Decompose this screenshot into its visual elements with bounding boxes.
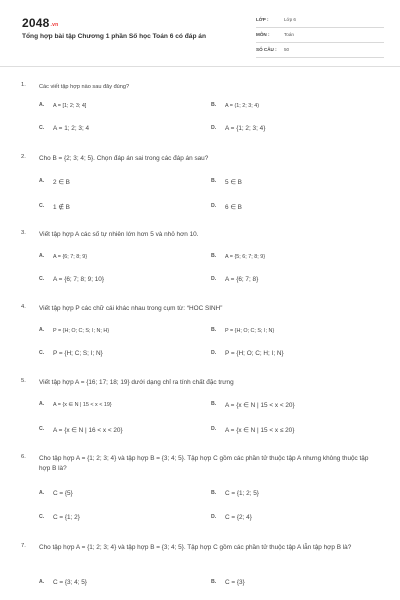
option-text: A = {6; 7; 8} [225, 276, 259, 283]
meta-subject [256, 29, 384, 43]
option-b[interactable] [211, 579, 381, 589]
option-a[interactable] [39, 102, 209, 112]
option-letter: A. [39, 178, 45, 184]
meta-grade-value: Lớp 6 [284, 17, 296, 22]
document-header [0, 0, 400, 68]
option-letter: A. [39, 253, 45, 259]
option-b[interactable] [211, 253, 381, 263]
site-logo[interactable]: 2048.vn [22, 16, 59, 30]
option-text: P = {H; C; S; I; N} [53, 350, 103, 357]
question-stem: Viết tập hợp P các chữ cái khác nhau trong cụm từ: “HOC SINH” [39, 305, 223, 312]
option-c[interactable] [39, 203, 209, 213]
option-text: A = {x ∈ N | 15 < x < 19} [53, 401, 112, 408]
question-stem: Cho tập hợp A = {1; 2; 3; 4} và tập hợp B = {3; 4; 5}. Tập hợp C gồm các phần tử thuộc tập A nhưng không thuộc tập hợp B là? [39, 455, 369, 472]
option-a[interactable] [39, 253, 209, 263]
option-b[interactable] [211, 327, 381, 337]
option-b[interactable] [211, 178, 381, 188]
meta-grade-label: LỚP : [256, 17, 269, 22]
meta-grade [256, 14, 384, 28]
option-letter: B. [211, 178, 217, 184]
option-text: A = {x ∈ N | 16 < x < 20} [53, 427, 123, 434]
option-a[interactable] [39, 401, 209, 411]
option-letter: B. [211, 253, 217, 259]
header-divider [0, 66, 400, 67]
option-a[interactable] [39, 490, 209, 500]
question-stem: Cho tập hợp A = {1; 2; 3; 4} và tập hợp B = {3; 4; 5}. Tập hợp C gồm các phần tử thuộc tập A lẫn tập hợp B là? [39, 544, 352, 551]
option-c[interactable] [39, 350, 209, 360]
option-letter: A. [39, 102, 45, 108]
option-letter: B. [211, 327, 217, 333]
option-text: A = [1; 2; 3; 4] [53, 102, 87, 109]
option-text: 5 ∈ B [225, 179, 242, 186]
question-number: 5. [21, 378, 26, 384]
option-letter: C. [39, 125, 45, 131]
question-number: 7. [21, 543, 26, 549]
option-text: A = {x ∈ N | 15 < x < 20} [225, 402, 295, 409]
option-c[interactable] [39, 514, 209, 524]
option-b[interactable] [211, 490, 381, 500]
question-number: 6. [21, 454, 26, 460]
option-letter: D. [211, 350, 217, 356]
option-b[interactable] [211, 102, 381, 112]
option-d[interactable] [211, 426, 381, 436]
option-text: C = {1; 2; 5} [225, 490, 259, 497]
option-text: A = {6; 7; 8; 9} [53, 253, 88, 260]
option-text: P = {H; O; C; H; I; N} [225, 350, 284, 357]
option-text: C = {3} [225, 579, 245, 586]
option-letter: C. [39, 350, 45, 356]
option-text: P = {H; O; C; S; I; N} [225, 327, 275, 334]
option-letter: D. [211, 514, 217, 520]
option-text: 2 ∈ B [53, 179, 70, 186]
option-b[interactable] [211, 401, 381, 411]
option-letter: A. [39, 327, 45, 333]
meta-question-count-value: 50 [284, 47, 290, 52]
option-letter: C. [39, 276, 45, 282]
option-d[interactable] [211, 276, 381, 286]
option-text: A = {1; 2; 3; 4} [225, 125, 266, 132]
option-a[interactable] [39, 579, 209, 589]
option-d[interactable] [211, 514, 381, 524]
option-text: A = {5; 6; 7; 8; 9} [225, 253, 266, 260]
meta-question-count-label: SỐ CÂU : [256, 47, 277, 52]
question-stem: Các viết tập hợp nào sau đây đúng? [39, 84, 130, 90]
meta-subject-label: MÔN : [256, 32, 270, 37]
option-text: C = {1; 2} [53, 514, 80, 521]
option-text: 1 ∉ B [53, 204, 70, 211]
option-text: 6 ∈ B [225, 204, 242, 211]
option-text: C = {3; 4; 5} [53, 579, 87, 586]
question-stem: Cho B = {2; 3; 4; 5}. Chọn đáp án sai trong các đáp án sau? [39, 155, 209, 162]
option-text: A = {x ∈ N | 15 < x ≤ 20} [225, 427, 295, 434]
option-d[interactable] [211, 350, 381, 360]
option-letter: B. [211, 401, 217, 407]
option-c[interactable] [39, 125, 209, 135]
option-text: A = {6; 7; 8; 9; 10} [53, 276, 104, 283]
option-letter: B. [211, 102, 217, 108]
option-letter: D. [211, 426, 217, 432]
option-c[interactable] [39, 426, 209, 436]
option-letter: C. [39, 514, 45, 520]
option-d[interactable] [211, 203, 381, 213]
question-number: 4. [21, 304, 26, 310]
meta-question-count [256, 44, 384, 58]
option-d[interactable] [211, 125, 381, 135]
option-letter: A. [39, 401, 45, 407]
question-number: 1. [21, 82, 26, 88]
option-text: A = (1; 2; 3; 4) [225, 102, 260, 109]
option-letter: A. [39, 579, 45, 585]
option-letter: B. [211, 579, 217, 585]
document-title: Tổng hợp bài tập Chương 1 phần Số học Toán 6 có đáp án [22, 33, 206, 40]
option-a[interactable] [39, 327, 209, 337]
option-a[interactable] [39, 178, 209, 188]
option-letter: A. [39, 490, 45, 496]
option-letter: B. [211, 490, 217, 496]
option-letter: D. [211, 276, 217, 282]
meta-subject-value: Toán [284, 32, 294, 37]
option-c[interactable] [39, 276, 209, 286]
question-number: 3. [21, 230, 26, 236]
option-letter: D. [211, 125, 217, 131]
option-text: C = {2; 4} [225, 514, 252, 521]
option-text: P = {H; O; C; S; I; N; H} [53, 327, 110, 334]
question-stem: Viết tập hợp A các số tự nhiên lớn hơn 5 và nhỏ hơn 10. [39, 231, 199, 238]
option-text: A = 1; 2; 3; 4 [53, 125, 90, 132]
option-letter: C. [39, 203, 45, 209]
option-letter: C. [39, 426, 45, 432]
question-number: 2. [21, 154, 26, 160]
option-letter: D. [211, 203, 217, 209]
option-text: C = {5} [53, 490, 73, 497]
question-stem: Viết tập hợp A = {16; 17; 18; 19} dưới dạng chỉ ra tính chất đặc trưng [39, 379, 234, 386]
